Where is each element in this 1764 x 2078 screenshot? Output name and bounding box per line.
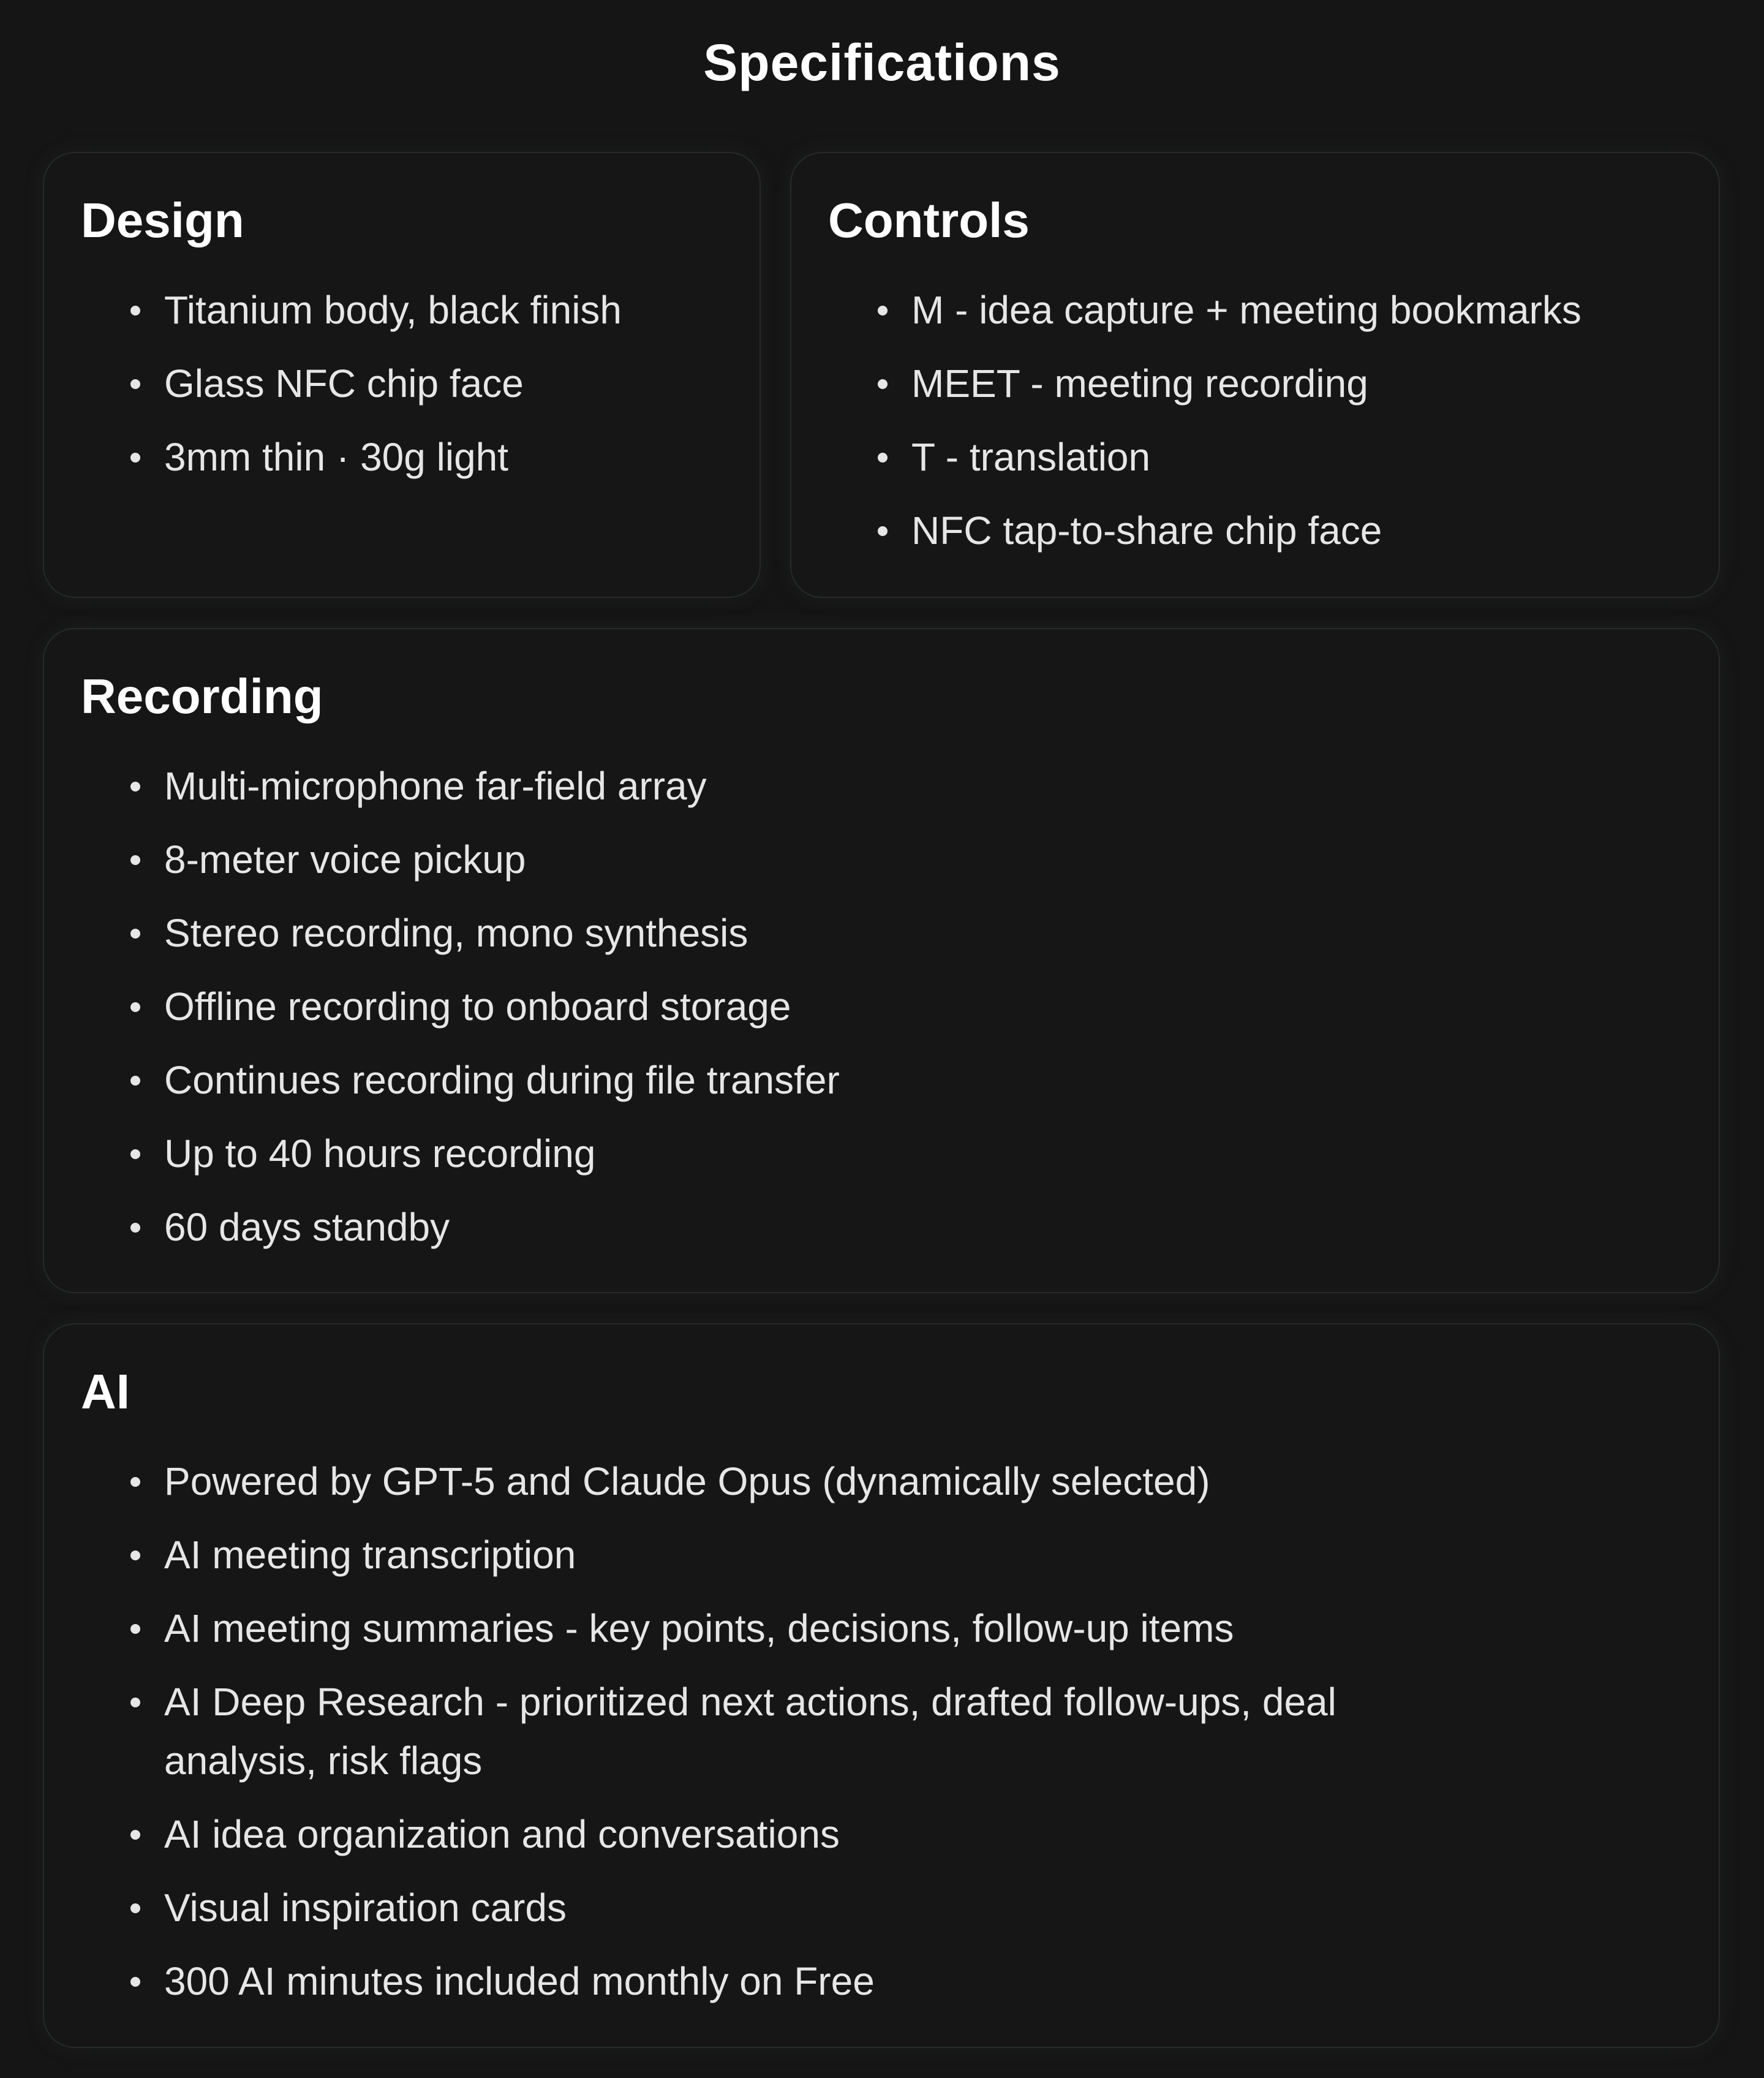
ai-spec-list bbox=[44, 1452, 1383, 2025]
ai-card-title: AI bbox=[81, 1364, 130, 1419]
design-spec-list bbox=[44, 281, 622, 501]
spec-item: 8-meter voice pickup bbox=[44, 830, 840, 889]
recording-card bbox=[43, 628, 1720, 1293]
spec-item: MEET - meeting recording bbox=[791, 354, 1581, 413]
design-card-title: Design bbox=[81, 193, 244, 247]
controls-card bbox=[790, 152, 1720, 598]
spec-item: M - idea capture + meeting bookmarks bbox=[791, 281, 1581, 339]
controls-card-title: Controls bbox=[828, 193, 1030, 247]
spec-item: 60 days standby bbox=[44, 1198, 840, 1256]
controls-spec-list bbox=[791, 281, 1581, 575]
spec-item: Continues recording during file transfer bbox=[44, 1051, 840, 1109]
spec-item: Glass NFC chip face bbox=[44, 354, 622, 413]
recording-spec-list bbox=[44, 757, 840, 1271]
page-title: Specifications bbox=[703, 34, 1061, 91]
spec-item: AI idea organization and conversations bbox=[44, 1805, 1383, 1864]
spec-item: Stereo recording, mono synthesis bbox=[44, 904, 840, 962]
spec-item: 300 AI minutes included monthly on Free bbox=[44, 1952, 1383, 2011]
spec-item: Titanium body, black finish bbox=[44, 281, 622, 339]
spec-item: Powered by GPT-5 and Claude Opus (dynamically selected) bbox=[44, 1452, 1383, 1511]
spec-item: AI meeting transcription bbox=[44, 1525, 1383, 1584]
spec-item: AI meeting summaries - key points, decisions, follow-up items bbox=[44, 1599, 1383, 1658]
spec-item: AI Deep Research - prioritized next actions, drafted follow-ups, deal analysis, risk flags bbox=[44, 1672, 1383, 1790]
spec-item: T - translation bbox=[791, 428, 1581, 486]
design-card bbox=[43, 152, 761, 598]
ai-card bbox=[43, 1323, 1720, 2048]
recording-card-title: Recording bbox=[81, 669, 323, 724]
spec-item: 3mm thin · 30g light bbox=[44, 428, 622, 486]
spec-item: Up to 40 hours recording bbox=[44, 1124, 840, 1183]
spec-item: Visual inspiration cards bbox=[44, 1878, 1383, 1937]
spec-item: Offline recording to onboard storage bbox=[44, 977, 840, 1036]
spec-item: Multi-microphone far-field array bbox=[44, 757, 840, 815]
spec-item: NFC tap-to-share chip face bbox=[791, 501, 1581, 560]
